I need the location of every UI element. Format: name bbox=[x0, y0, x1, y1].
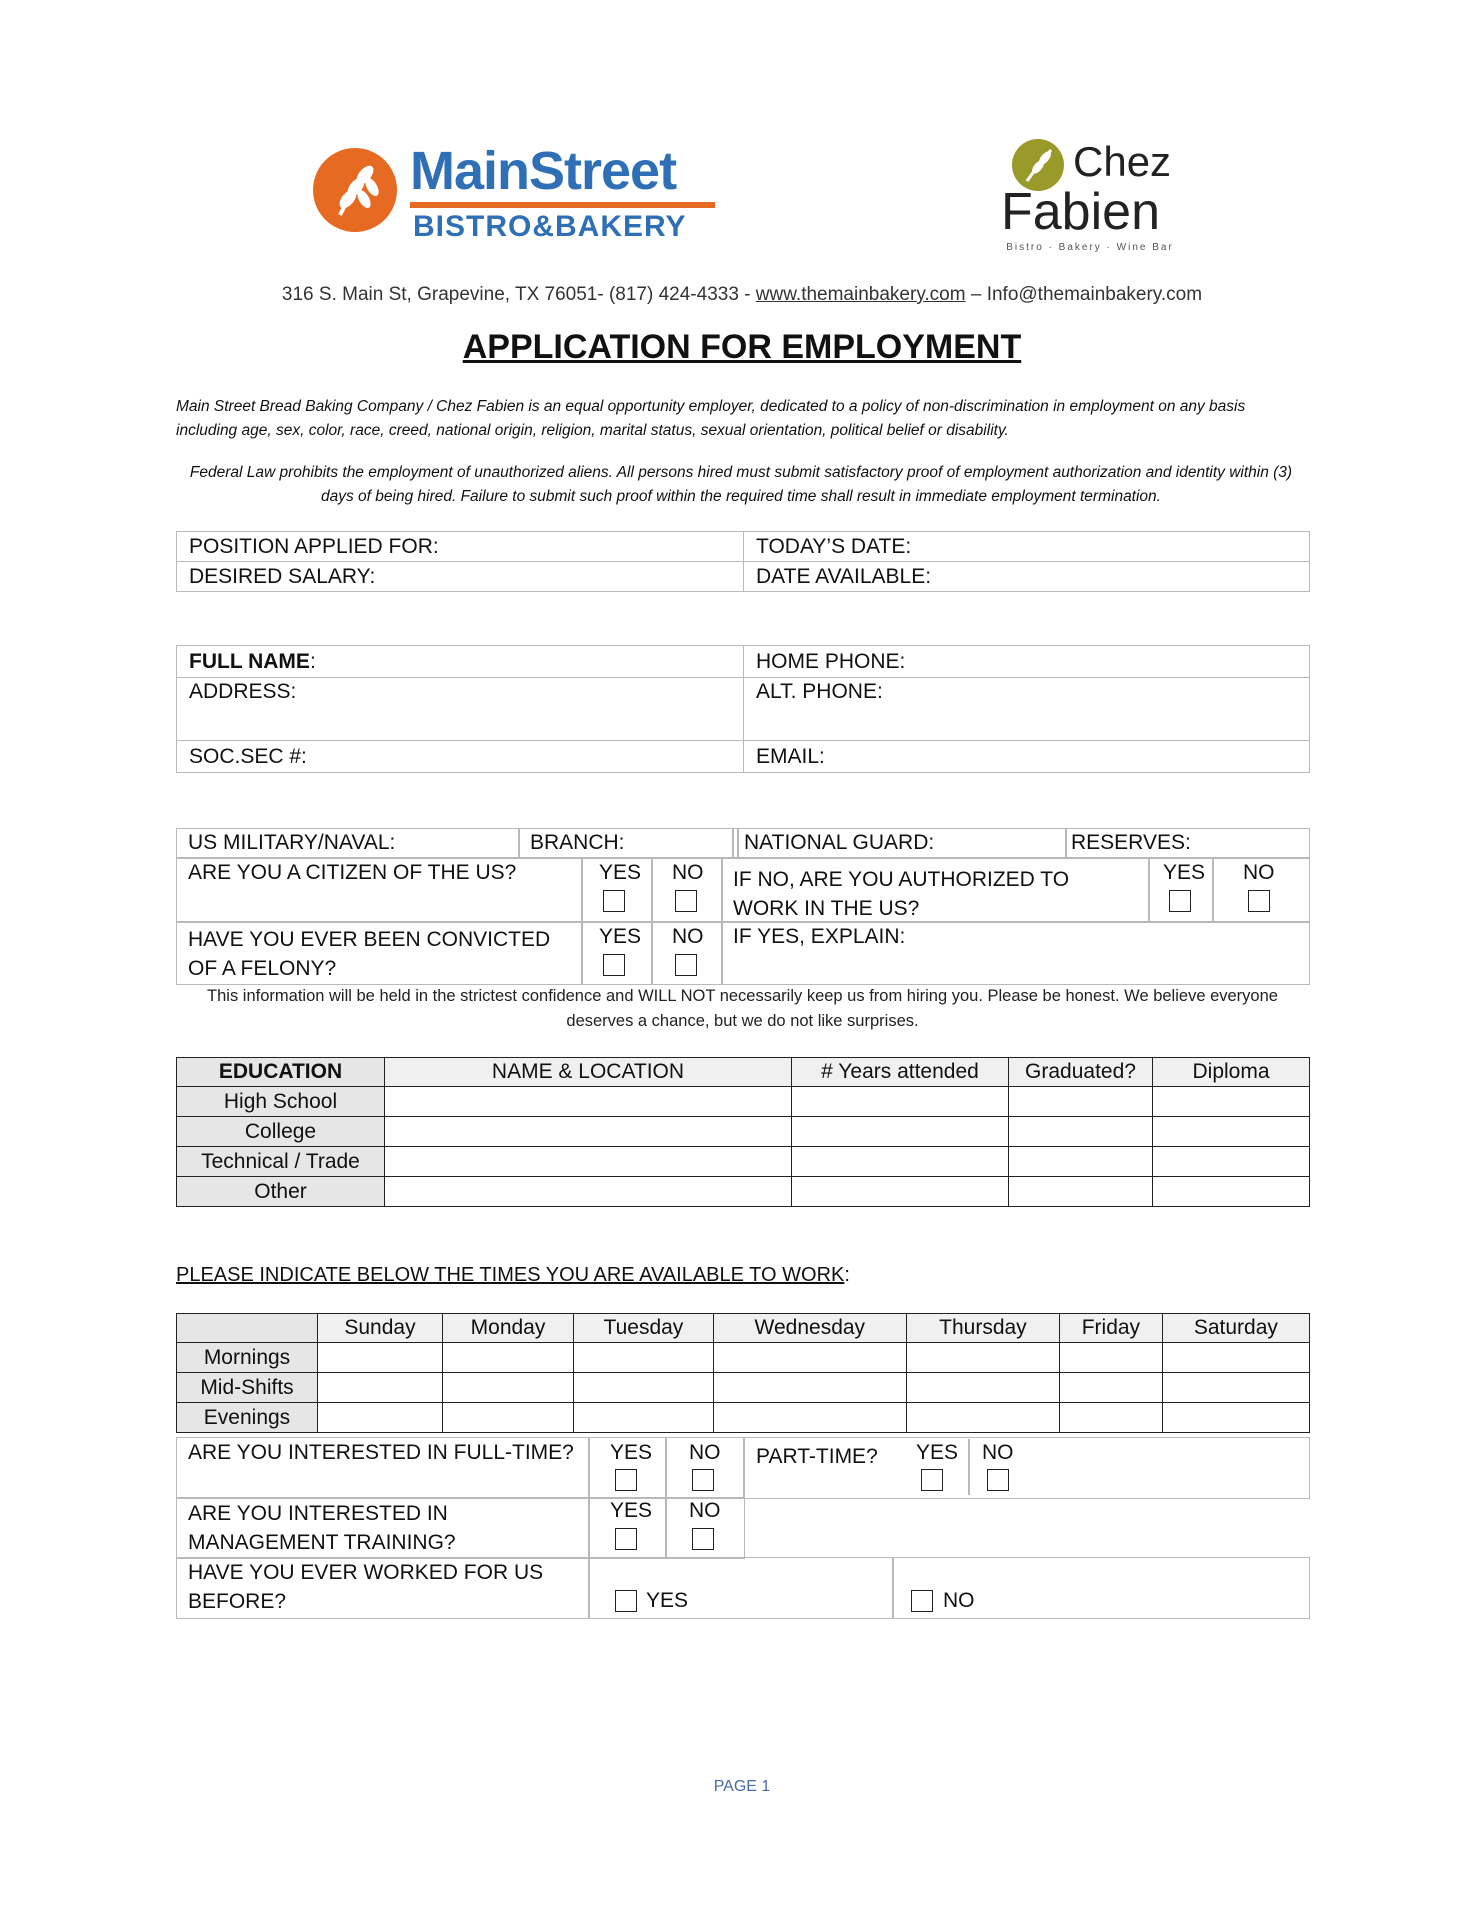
availability-cell[interactable] bbox=[443, 1343, 574, 1373]
email-field[interactable]: EMAIL: bbox=[744, 741, 1310, 773]
parttime-no-label: NO bbox=[982, 1441, 1014, 1464]
parttime-no-checkbox[interactable] bbox=[987, 1469, 1009, 1491]
education-cell[interactable] bbox=[385, 1147, 792, 1177]
worked-before-question: HAVE YOU EVER WORKED FOR US BEFORE? bbox=[188, 1561, 544, 1613]
felony-no-checkbox[interactable] bbox=[675, 954, 697, 976]
education-row-label: Technical / Trade bbox=[177, 1147, 385, 1177]
contact-address: 316 S. Main St, Grapevine, TX 76051- (817) 424-4333 - bbox=[281, 284, 756, 305]
education-cell[interactable] bbox=[1153, 1087, 1310, 1117]
federal-law-notice: Federal Law prohibits the employment of unauthorized aliens. All persons hired must submit satisfactory proof of employment authorization and identity within (3) days of being hired. Failure to submit such proof within the required time shall result in immediate employment termination. bbox=[189, 464, 1293, 505]
citizen-question: ARE YOU A CITIZEN OF THE US? bbox=[188, 861, 517, 884]
authorized-no-label: NO bbox=[1243, 861, 1275, 884]
todays-date-field[interactable]: TODAY’S DATE: bbox=[744, 532, 1310, 562]
education-row-label: High School bbox=[177, 1087, 385, 1117]
day-header: Saturday bbox=[1162, 1314, 1309, 1343]
confidentiality-disclaimer: This information will be held in the strictest confidence and WILL NOT necessarily keep us from hiring you. Please be honest. We believe everyone deserves a chance, but we do not like surprises. bbox=[207, 987, 1278, 1030]
availability-cell[interactable] bbox=[1162, 1343, 1309, 1373]
shift-row-label: Evenings bbox=[177, 1403, 318, 1433]
education-cell[interactable] bbox=[385, 1177, 792, 1207]
orange-rule bbox=[410, 202, 715, 208]
management-question: ARE YOU INTERESTED IN MANAGEMENT TRAINING? bbox=[188, 1502, 456, 1554]
citizen-no-label: NO bbox=[672, 861, 704, 884]
availability-cell[interactable] bbox=[906, 1343, 1059, 1373]
contact-email: – Info@themainbakery.com bbox=[965, 284, 1203, 305]
mgmt-no-label: NO bbox=[689, 1499, 721, 1522]
shift-row-label: Mornings bbox=[177, 1343, 318, 1373]
branch-label: BRANCH: bbox=[530, 831, 625, 854]
eeo-notice: Main Street Bread Baking Company / Chez Fabien is an equal opportunity employer, dedicated to a policy of non-discrimination in employment on any basis including age, sex, color, race, creed, national origin, religion, marital status, sexual orientation, political belief or disability. bbox=[176, 398, 1246, 439]
parttime-yes-checkbox[interactable] bbox=[921, 1469, 943, 1491]
personal-info-table bbox=[176, 645, 1310, 773]
full-name-field[interactable] bbox=[177, 646, 744, 678]
felony-no-label: NO bbox=[672, 925, 704, 948]
availability-corner bbox=[177, 1314, 318, 1343]
availability-cell[interactable] bbox=[1060, 1373, 1163, 1403]
authorized-yes-label: YES bbox=[1163, 861, 1206, 884]
availability-cell[interactable] bbox=[1162, 1373, 1309, 1403]
education-cell[interactable] bbox=[1009, 1147, 1153, 1177]
availability-cell[interactable] bbox=[318, 1403, 443, 1433]
worked-yes-checkbox[interactable] bbox=[615, 1590, 637, 1612]
ssn-field[interactable]: SOC.SEC #: bbox=[177, 741, 744, 773]
availability-cell[interactable] bbox=[574, 1343, 714, 1373]
education-cell[interactable] bbox=[792, 1177, 1009, 1207]
national-guard-label: NATIONAL GUARD: bbox=[744, 831, 935, 854]
felony-yes-checkbox[interactable] bbox=[603, 954, 625, 976]
education-cell[interactable] bbox=[1009, 1087, 1153, 1117]
worked-yes-label: YES bbox=[646, 1589, 689, 1612]
military-section bbox=[176, 828, 1310, 986]
education-row-label: College bbox=[177, 1117, 385, 1147]
education-cell[interactable] bbox=[385, 1117, 792, 1147]
name-location-header: NAME & LOCATION bbox=[385, 1058, 792, 1087]
explain-label: IF YES, EXPLAIN: bbox=[733, 925, 906, 948]
availability-cell[interactable] bbox=[443, 1373, 574, 1403]
citizen-yes-label: YES bbox=[599, 861, 642, 884]
education-header: EDUCATION bbox=[177, 1058, 385, 1087]
education-row-label: Other bbox=[177, 1177, 385, 1207]
availability-cell[interactable] bbox=[1162, 1403, 1309, 1433]
wheat-logo-icon bbox=[310, 145, 400, 235]
availability-cell[interactable] bbox=[318, 1373, 443, 1403]
education-cell[interactable] bbox=[1153, 1177, 1310, 1207]
availability-table bbox=[176, 1313, 1310, 1433]
citizen-no-checkbox[interactable] bbox=[675, 890, 697, 912]
chez-fabien-logo bbox=[995, 132, 1195, 257]
availability-cell[interactable] bbox=[713, 1403, 906, 1433]
authorized-no-checkbox[interactable] bbox=[1248, 890, 1270, 912]
felony-yes-label: YES bbox=[599, 925, 642, 948]
education-cell[interactable] bbox=[385, 1087, 792, 1117]
availability-cell[interactable] bbox=[713, 1373, 906, 1403]
parttime-question: PART-TIME? bbox=[756, 1445, 878, 1468]
education-cell[interactable] bbox=[792, 1117, 1009, 1147]
mainstreet-logo bbox=[310, 140, 720, 250]
fulltime-question: ARE YOU INTERESTED IN FULL-TIME? bbox=[188, 1441, 574, 1464]
contact-line bbox=[0, 284, 1484, 306]
page-number: PAGE 1 bbox=[713, 1778, 771, 1795]
shift-row-label: Mid-Shifts bbox=[177, 1373, 318, 1403]
bistro-bakery-wordmark: BISTRO&BAKERY bbox=[413, 210, 687, 243]
full-name-colon: : bbox=[309, 649, 316, 673]
home-phone-field[interactable]: HOME PHONE: bbox=[744, 646, 1310, 678]
education-cell[interactable] bbox=[1153, 1117, 1310, 1147]
availability-cell[interactable] bbox=[574, 1373, 714, 1403]
authorized-question: IF NO, ARE YOU AUTHORIZED TO WORK IN THE US? bbox=[733, 868, 1070, 920]
mainstreet-wordmark: MainStreet bbox=[410, 141, 677, 201]
day-header: Wednesday bbox=[713, 1314, 906, 1343]
fulltime-yes-label: YES bbox=[610, 1441, 653, 1464]
availability-cell[interactable] bbox=[1060, 1343, 1163, 1373]
availability-cell[interactable] bbox=[1060, 1403, 1163, 1433]
availability-heading-colon: : bbox=[844, 1264, 850, 1286]
availability-heading bbox=[176, 1264, 850, 1287]
full-name-label: FULL NAME bbox=[189, 649, 310, 673]
worked-no-checkbox[interactable] bbox=[911, 1590, 933, 1612]
mgmt-no-checkbox[interactable] bbox=[692, 1528, 714, 1550]
page-title: APPLICATION FOR EMPLOYMENT bbox=[462, 328, 1022, 366]
availability-cell[interactable] bbox=[713, 1343, 906, 1373]
day-header: Friday bbox=[1060, 1314, 1163, 1343]
day-header: Thursday bbox=[906, 1314, 1059, 1343]
education-cell[interactable] bbox=[1009, 1177, 1153, 1207]
website-link[interactable]: www.themainbakery.com bbox=[755, 284, 966, 305]
availability-heading-text: PLEASE INDICATE BELOW THE TIMES YOU ARE AVAILABLE TO WORK bbox=[176, 1264, 845, 1286]
availability-cell[interactable] bbox=[906, 1373, 1059, 1403]
availability-cell[interactable] bbox=[906, 1403, 1059, 1433]
day-header: Monday bbox=[443, 1314, 574, 1343]
alt-phone-field[interactable]: ALT. PHONE: bbox=[744, 678, 1310, 741]
fulltime-no-label: NO bbox=[689, 1441, 721, 1464]
availability-cell[interactable] bbox=[443, 1403, 574, 1433]
position-applied-field[interactable]: POSITION APPLIED FOR: bbox=[177, 532, 744, 562]
education-cell[interactable] bbox=[792, 1147, 1009, 1177]
address-field[interactable]: ADDRESS: bbox=[177, 678, 744, 741]
worked-no-label: NO bbox=[943, 1589, 975, 1612]
us-military-label: US MILITARY/NAVAL: bbox=[188, 831, 396, 854]
fulltime-yes-checkbox[interactable] bbox=[615, 1469, 637, 1491]
authorized-yes-checkbox[interactable] bbox=[1169, 890, 1191, 912]
education-cell[interactable] bbox=[1009, 1117, 1153, 1147]
citizen-yes-checkbox[interactable] bbox=[603, 890, 625, 912]
mgmt-yes-checkbox[interactable] bbox=[615, 1528, 637, 1550]
position-table bbox=[176, 531, 1310, 592]
fabien-wordmark: Fabien bbox=[1001, 183, 1160, 241]
date-available-field[interactable]: DATE AVAILABLE: bbox=[744, 562, 1310, 592]
chez-wordmark: Chez bbox=[1073, 138, 1172, 185]
felony-question: HAVE YOU EVER BEEN CONVICTED OF A FELONY? bbox=[188, 928, 551, 980]
availability-cell[interactable] bbox=[318, 1343, 443, 1373]
years-attended-header: # Years attended bbox=[792, 1058, 1009, 1087]
parttime-yes-label: YES bbox=[916, 1441, 959, 1464]
chez-tagline: Bistro · Bakery · Wine Bar bbox=[1006, 242, 1174, 253]
diploma-header: Diploma bbox=[1153, 1058, 1310, 1087]
availability-cell[interactable] bbox=[574, 1403, 714, 1433]
education-cell[interactable] bbox=[1153, 1147, 1310, 1177]
education-cell[interactable] bbox=[792, 1087, 1009, 1117]
mgmt-yes-label: YES bbox=[610, 1499, 653, 1522]
education-table bbox=[176, 1057, 1310, 1207]
graduated-header: Graduated? bbox=[1009, 1058, 1153, 1087]
reserves-label: RESERVES: bbox=[1071, 831, 1191, 854]
desired-salary-field[interactable]: DESIRED SALARY: bbox=[177, 562, 744, 592]
parttime-divider bbox=[968, 1439, 970, 1495]
day-header: Tuesday bbox=[574, 1314, 714, 1343]
fulltime-no-checkbox[interactable] bbox=[692, 1469, 714, 1491]
interest-section bbox=[176, 1437, 1310, 1619]
day-header: Sunday bbox=[318, 1314, 443, 1343]
